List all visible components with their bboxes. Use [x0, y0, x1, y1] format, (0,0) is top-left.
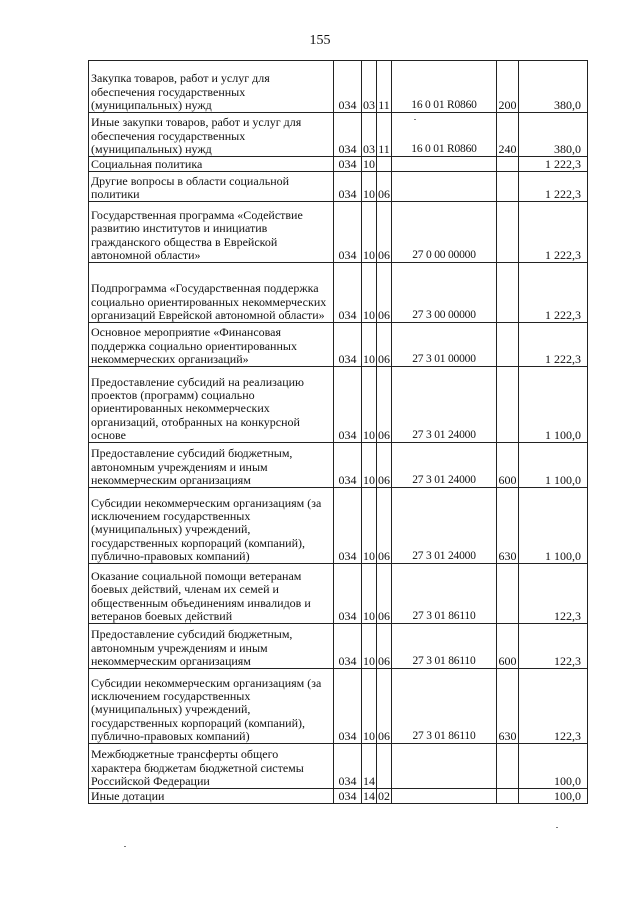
cell-section: 10	[363, 156, 375, 171]
table-row	[89, 367, 588, 443]
cell-grbs: 034	[334, 367, 362, 443]
cell-target-article	[392, 172, 497, 202]
cell-target-article	[392, 744, 497, 789]
cell-subsection: 06	[377, 488, 392, 564]
budget-table	[88, 60, 588, 804]
cell-section: 03	[362, 113, 377, 157]
row-name: Другие вопросы в области социальной политики	[89, 172, 334, 202]
cell-amount: 380,0	[519, 61, 588, 113]
cell-section: 10	[362, 564, 377, 624]
cell-target-article	[392, 789, 497, 804]
cell-amount: 122,3	[519, 624, 588, 669]
cell-expense-type: 630	[497, 669, 519, 744]
cell-amount: 122,3	[519, 669, 588, 744]
table-row	[89, 744, 588, 789]
cell-amount: 1 222,3	[519, 157, 588, 172]
cell-expense-type	[497, 789, 519, 804]
cell-grbs: 034	[334, 744, 362, 789]
table-row	[89, 61, 588, 113]
cell-amount: 122,3	[519, 564, 588, 624]
table-row	[89, 789, 588, 804]
cell-grbs: 034	[334, 263, 362, 323]
cell-amount: 1 100,0	[519, 443, 588, 488]
cell-subsection: 06	[377, 323, 392, 367]
cell-section: 10	[362, 323, 377, 367]
cell-grbs: 034	[334, 789, 362, 804]
cell-amount: 1 222,3	[519, 202, 588, 263]
cell-target-article: 16 0 01 R0860	[392, 61, 497, 113]
cell-subsection: 06	[377, 564, 392, 624]
cell-section: 10	[362, 624, 377, 669]
cell-target-article: 27 3 01 24000	[392, 443, 497, 488]
cell-expense-type: 200	[497, 61, 519, 113]
table-row	[89, 113, 588, 157]
cell-section: 10	[362, 263, 377, 323]
table-row	[89, 323, 588, 367]
cell-subsection: 06	[377, 263, 392, 323]
cell-expense-type	[497, 263, 519, 323]
row-name: Иные дотации	[89, 789, 334, 804]
cell-section: 10	[362, 669, 377, 744]
table-row	[89, 443, 588, 488]
cell-section: 10	[362, 488, 377, 564]
cell-expense-type	[497, 564, 519, 624]
row-name: Предоставление субсидий на реализацию проектов (программ) социально ориентированных некоммерческих организаций, отобранных на конкурсной основе	[89, 367, 334, 443]
cell-target-article: 27 3 01 24000	[392, 367, 497, 443]
cell-target-article: 27 3 01 24000	[392, 488, 497, 564]
cell-target-article: 16 0 01 R0860	[392, 113, 497, 157]
cell-expense-type: 600	[497, 443, 519, 488]
cell-subsection: 06	[377, 624, 392, 669]
row-name: Межбюджетные трансферты общего характера бюджетам бюджетной системы Российской Федерации	[89, 744, 334, 789]
table-row	[89, 172, 588, 202]
cell-amount: 380,0	[519, 113, 588, 157]
table-row	[89, 157, 588, 172]
row-name: Предоставление субсидий бюджетным, автономным учреждениям и иным некоммерческим организациям	[89, 443, 334, 488]
cell-expense-type	[497, 157, 519, 172]
cell-section: 10	[362, 367, 377, 443]
row-name: Социальная политика	[89, 157, 334, 172]
row-name: Основное мероприятие «Финансовая поддержка социально ориентированных некоммерческих организаций»	[89, 323, 334, 367]
table-row	[89, 263, 588, 323]
cell-grbs: 034	[334, 624, 362, 669]
cell-target-article: 27 3 01 86110	[392, 669, 497, 744]
cell-target-article: 27 3 01 86110	[392, 564, 497, 624]
row-name: Оказание социальной помощи ветеранам боевых действий, членам их семей и общественным объединениям инвалидов и ветеранов боевых действий	[89, 564, 334, 624]
cell-subsection: 06	[377, 669, 392, 744]
table-row	[89, 669, 588, 744]
cell-grbs: 034	[334, 202, 362, 263]
cell-target-article: 27 3 01 86110	[392, 624, 497, 669]
cell-expense-type	[497, 172, 519, 202]
cell-subsection: 06	[377, 443, 392, 488]
row-name: Субсидии некоммерческим организациям (за исключением государственных (муниципальных) учреждений, государственных корпораций (компаний), публично-правовых компаний)	[89, 488, 334, 564]
table-row	[89, 564, 588, 624]
table-row	[89, 202, 588, 263]
cell-subsection: 06	[377, 367, 392, 443]
cell-grbs: 034	[334, 488, 362, 564]
cell-target-article: 27 0 00 00000	[392, 202, 497, 263]
cell-expense-type	[497, 744, 519, 789]
cell-subsection	[377, 744, 392, 789]
cell-subsection: 11	[377, 113, 392, 157]
cell-target-article: 27 3 00 00000	[392, 263, 497, 323]
cell-expense-type	[497, 202, 519, 263]
cell-subsection: 06	[377, 172, 392, 202]
cell-subsection: 02	[378, 788, 390, 803]
table-row	[89, 488, 588, 564]
cell-section: 10	[362, 443, 377, 488]
table-row	[89, 624, 588, 669]
cell-amount: 1 222,3	[519, 323, 588, 367]
cell-amount: 1 222,3	[519, 172, 588, 202]
row-name: Государственная программа «Содействие развитию институтов и инициатив гражданского общества в Еврейской автономной области»	[89, 202, 334, 263]
scan-speck	[556, 827, 558, 828]
scan-speck	[124, 846, 126, 847]
cell-grbs: 034	[334, 443, 362, 488]
cell-grbs: 034	[334, 61, 362, 113]
cell-expense-type: 600	[497, 624, 519, 669]
cell-section: 10	[362, 172, 377, 202]
cell-expense-type: 630	[497, 488, 519, 564]
row-name: Субсидии некоммерческим организациям (за исключением государственных (муниципальных) учреждений, государственных корпораций (компаний), публично-правовых компаний)	[89, 669, 334, 744]
cell-amount: 1 100,0	[519, 488, 588, 564]
cell-amount: 100,0	[519, 789, 588, 804]
cell-section: 14	[362, 744, 377, 789]
cell-expense-type: 240	[497, 113, 519, 157]
row-name: Предоставление субсидий бюджетным, автономным учреждениям и иным некоммерческим организациям	[89, 624, 334, 669]
cell-subsection	[377, 157, 392, 172]
cell-grbs: 034	[334, 113, 362, 157]
cell-grbs: 034	[334, 172, 362, 202]
page-number: 155	[309, 33, 331, 48]
cell-section: 10	[362, 202, 377, 263]
cell-amount: 100,0	[519, 744, 588, 789]
cell-amount: 1 100,0	[519, 367, 588, 443]
cell-subsection: 11	[377, 61, 392, 113]
row-name: Закупка товаров, работ и услуг для обеспечения государственных (муниципальных) нужд	[89, 61, 334, 113]
cell-grbs: 034	[334, 157, 362, 172]
cell-subsection: 06	[377, 202, 392, 263]
cell-grbs: 034	[334, 323, 362, 367]
cell-grbs: 034	[334, 669, 362, 744]
cell-section: 14	[363, 788, 375, 803]
scan-speck	[414, 119, 416, 120]
cell-grbs: 034	[334, 564, 362, 624]
cell-target-article	[392, 157, 497, 172]
row-name: Иные закупки товаров, работ и услуг для обеспечения государственных (муниципальных) нужд	[89, 113, 334, 157]
row-name: Подпрограмма «Государственная поддержка социально ориентированных некоммерческих организаций Еврейской автономной области»	[89, 263, 334, 323]
cell-section: 03	[362, 61, 377, 113]
cell-amount: 1 222,3	[519, 263, 588, 323]
cell-target-article: 27 3 01 00000	[392, 323, 497, 367]
cell-expense-type	[497, 323, 519, 367]
cell-expense-type	[497, 367, 519, 443]
